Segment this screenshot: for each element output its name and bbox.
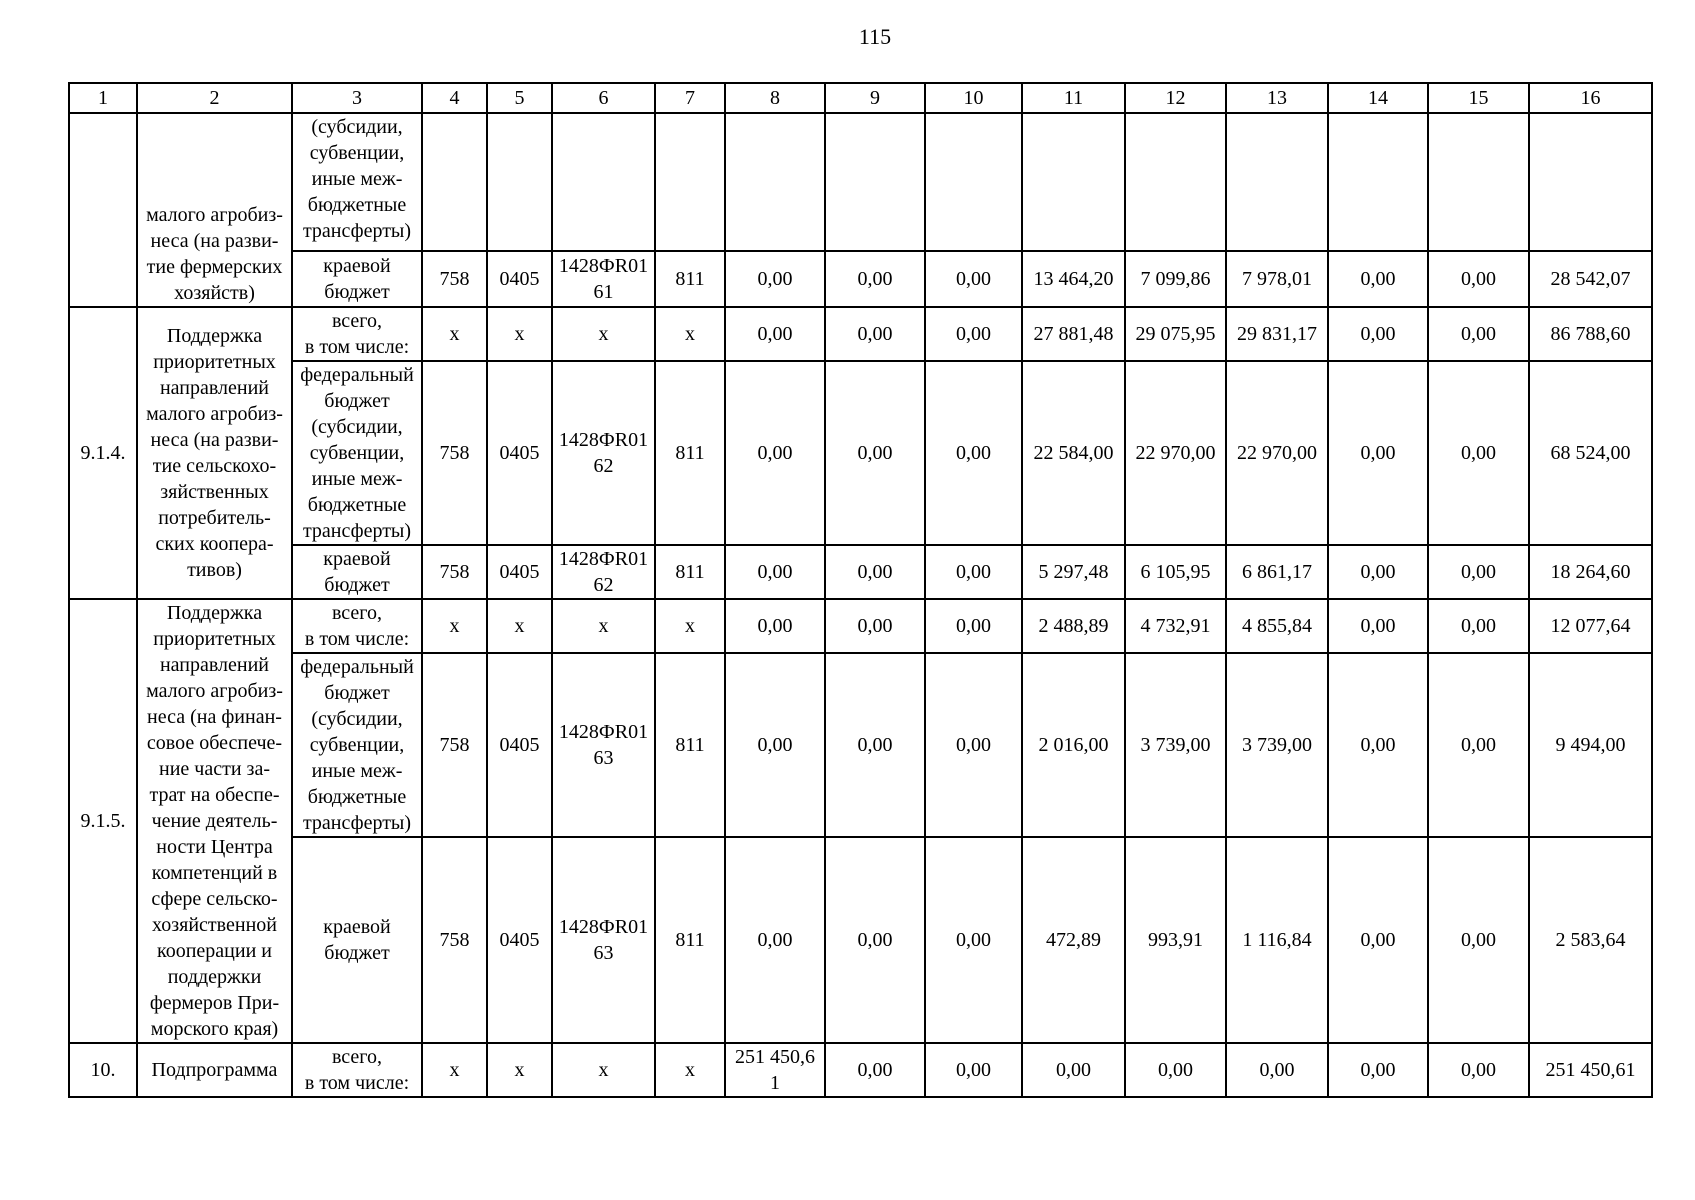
table-cell: 12 077,64: [1529, 599, 1652, 653]
column-header: 1: [69, 83, 137, 113]
column-header: 9: [825, 83, 925, 113]
page-number: 115: [858, 24, 892, 49]
table-cell: [655, 113, 725, 251]
table-cell: 811: [655, 653, 725, 837]
table-cell: 472,89: [1022, 837, 1125, 1043]
item-name-cell: Поддержка приоритетных направлений малого агробиз- неса (на разви- тие сельскохо- зяйственных потребитель- ских коопера- тивов): [137, 307, 292, 599]
table-cell: 0,00: [1328, 251, 1428, 307]
table-cell: 6 861,17: [1226, 545, 1328, 599]
table-cell: 0,00: [825, 251, 925, 307]
table-cell: [487, 113, 552, 251]
item-name-cell: малого агробиз- неса (на разви- тие фермерских хозяйств): [137, 113, 292, 307]
funding-source-cell: всего, в том числе:: [292, 599, 422, 653]
table-cell: 0,00: [1428, 307, 1529, 361]
table-cell: 1428ФR01 63: [552, 837, 655, 1043]
table-cell: 1428ФR01 63: [552, 653, 655, 837]
table-cell: 0,00: [1428, 251, 1529, 307]
table-cell: 0,00: [925, 307, 1022, 361]
table-cell: 0,00: [725, 251, 825, 307]
table-cell: 0,00: [1328, 599, 1428, 653]
table-cell: 6 105,95: [1125, 545, 1226, 599]
table-cell: 0,00: [825, 837, 925, 1043]
table-cell: 2 488,89: [1022, 599, 1125, 653]
table-cell: 2 583,64: [1529, 837, 1652, 1043]
item-number-cell: [69, 113, 137, 307]
table-cell: [1328, 113, 1428, 251]
table-cell: [552, 113, 655, 251]
column-header: 13: [1226, 83, 1328, 113]
table-cell: 2 016,00: [1022, 653, 1125, 837]
table-cell: 0,00: [725, 361, 825, 545]
table-cell: 0,00: [1428, 545, 1529, 599]
table-cell: 758: [422, 545, 487, 599]
table-cell: х: [487, 599, 552, 653]
table-cell: 68 524,00: [1529, 361, 1652, 545]
table-cell: 251 450,6 1: [725, 1043, 825, 1097]
table-cell: 0,00: [1328, 361, 1428, 545]
table-cell: 0,00: [725, 837, 825, 1043]
table-cell: 1428ФR01 61: [552, 251, 655, 307]
table-cell: х: [655, 599, 725, 653]
table-cell: х: [422, 599, 487, 653]
table-row: [69, 307, 1652, 361]
table-row: [69, 837, 1652, 1043]
table-row: [69, 1043, 1652, 1097]
table-cell: 0405: [487, 837, 552, 1043]
table-cell: 0,00: [925, 653, 1022, 837]
table-cell: 0,00: [925, 1043, 1022, 1097]
item-name-cell: Подпрограмма: [137, 1043, 292, 1097]
table-cell: 22 970,00: [1226, 361, 1328, 545]
table-cell: 0,00: [1328, 307, 1428, 361]
funding-source-cell: краевой бюджет: [292, 545, 422, 599]
column-header: 3: [292, 83, 422, 113]
table-cell: 0,00: [1328, 545, 1428, 599]
table-cell: 5 297,48: [1022, 545, 1125, 599]
table-cell: 29 075,95: [1125, 307, 1226, 361]
column-header: 10: [925, 83, 1022, 113]
table-cell: 28 542,07: [1529, 251, 1652, 307]
table-cell: 13 464,20: [1022, 251, 1125, 307]
table-cell: 22 970,00: [1125, 361, 1226, 545]
column-header: 15: [1428, 83, 1529, 113]
table-cell: [725, 113, 825, 251]
column-header: 12: [1125, 83, 1226, 113]
funding-source-cell: всего, в том числе:: [292, 1043, 422, 1097]
funding-source-cell: федеральный бюджет (субсидии, субвенции, иные меж- бюджетные трансферты): [292, 361, 422, 545]
table-cell: 0405: [487, 653, 552, 837]
column-header: 7: [655, 83, 725, 113]
table-cell: [925, 113, 1022, 251]
table-cell: 9 494,00: [1529, 653, 1652, 837]
table-cell: 0,00: [1022, 1043, 1125, 1097]
table-cell: 29 831,17: [1226, 307, 1328, 361]
table-cell: х: [552, 1043, 655, 1097]
table-cell: 1428ФR01 62: [552, 545, 655, 599]
table-cell: 758: [422, 837, 487, 1043]
table-row: [69, 653, 1652, 837]
item-number-cell: 10.: [69, 1043, 137, 1097]
item-name-cell: Поддержка приоритетных направлений малого агробиз- неса (на финан- совое обеспече- ние части за- трат на обеспе- чение деятель- ности Центра компетенций в сфере сельско- хозяйственной кооперации и поддержки фермеров При- морского края): [137, 599, 292, 1043]
table-cell: 0,00: [925, 837, 1022, 1043]
table-cell: [422, 113, 487, 251]
column-number-row: [69, 83, 1652, 113]
table-cell: 0,00: [925, 361, 1022, 545]
table-cell: 22 584,00: [1022, 361, 1125, 545]
table-cell: 0,00: [1328, 653, 1428, 837]
column-header: 4: [422, 83, 487, 113]
table-cell: [1125, 113, 1226, 251]
table-cell: 0,00: [725, 545, 825, 599]
table-cell: 7 978,01: [1226, 251, 1328, 307]
table-cell: 0,00: [825, 545, 925, 599]
table-cell: [1428, 113, 1529, 251]
table-cell: х: [655, 1043, 725, 1097]
funding-source-cell: краевой бюджет: [292, 251, 422, 307]
table-cell: 0,00: [1428, 653, 1529, 837]
table-cell: 0,00: [725, 653, 825, 837]
table-cell: 0,00: [925, 599, 1022, 653]
table-cell: 0405: [487, 361, 552, 545]
table-cell: 1 116,84: [1226, 837, 1328, 1043]
funding-source-cell: (субсидии, субвенции, иные меж- бюджетные трансферты): [292, 113, 422, 251]
table-cell: 4 855,84: [1226, 599, 1328, 653]
table-cell: х: [487, 307, 552, 361]
table-row: [69, 113, 1652, 251]
table-cell: 18 264,60: [1529, 545, 1652, 599]
table-cell: х: [552, 599, 655, 653]
table-cell: 811: [655, 361, 725, 545]
table-cell: [1226, 113, 1328, 251]
column-header: 2: [137, 83, 292, 113]
column-header: 16: [1529, 83, 1652, 113]
table-cell: 811: [655, 837, 725, 1043]
table-cell: 3 739,00: [1125, 653, 1226, 837]
column-header: 11: [1022, 83, 1125, 113]
table-cell: 0,00: [1428, 599, 1529, 653]
budget-table: [68, 82, 1653, 1098]
table-cell: 4 732,91: [1125, 599, 1226, 653]
table-cell: 0,00: [725, 599, 825, 653]
table-cell: 0,00: [825, 653, 925, 837]
table-cell: 27 881,48: [1022, 307, 1125, 361]
column-header: 8: [725, 83, 825, 113]
item-number-cell: 9.1.4.: [69, 307, 137, 599]
table-cell: 0,00: [1328, 1043, 1428, 1097]
table-cell: [1022, 113, 1125, 251]
table-row: [69, 361, 1652, 545]
table-cell: 251 450,61: [1529, 1043, 1652, 1097]
table-cell: 0,00: [1428, 1043, 1529, 1097]
table-cell: 1428ФR01 62: [552, 361, 655, 545]
funding-source-cell: всего, в том числе:: [292, 307, 422, 361]
table-cell: 758: [422, 361, 487, 545]
table-row: [69, 251, 1652, 307]
funding-source-cell: краевой бюджет: [292, 837, 422, 1043]
table-cell: х: [487, 1043, 552, 1097]
table-cell: 0,00: [825, 361, 925, 545]
table-cell: 3 739,00: [1226, 653, 1328, 837]
table-cell: 0,00: [725, 307, 825, 361]
table-cell: 758: [422, 251, 487, 307]
table-cell: 0,00: [1328, 837, 1428, 1043]
column-header: 14: [1328, 83, 1428, 113]
funding-source-cell: федеральный бюджет (субсидии, субвенции, иные меж- бюджетные трансферты): [292, 653, 422, 837]
table-cell: 0,00: [1428, 837, 1529, 1043]
table-cell: 0,00: [925, 251, 1022, 307]
table-cell: 993,91: [1125, 837, 1226, 1043]
column-header: 6: [552, 83, 655, 113]
column-header: 5: [487, 83, 552, 113]
table-cell: [1529, 113, 1652, 251]
table-cell: 811: [655, 545, 725, 599]
table-row: [69, 599, 1652, 653]
table-cell: х: [422, 307, 487, 361]
table-cell: 0,00: [825, 1043, 925, 1097]
table-cell: 0,00: [1125, 1043, 1226, 1097]
table-cell: 0,00: [1226, 1043, 1328, 1097]
table-cell: 758: [422, 653, 487, 837]
table-cell: 0,00: [925, 545, 1022, 599]
table-cell: 7 099,86: [1125, 251, 1226, 307]
table-cell: 0405: [487, 545, 552, 599]
table-cell: [825, 113, 925, 251]
table-row: [69, 545, 1652, 599]
table-cell: х: [552, 307, 655, 361]
item-number-cell: 9.1.5.: [69, 599, 137, 1043]
table-cell: 0,00: [1428, 361, 1529, 545]
table-cell: 811: [655, 251, 725, 307]
table-cell: х: [655, 307, 725, 361]
table-cell: 0405: [487, 251, 552, 307]
table-cell: 0,00: [825, 599, 925, 653]
table-cell: х: [422, 1043, 487, 1097]
table-cell: 0,00: [825, 307, 925, 361]
table-cell: 86 788,60: [1529, 307, 1652, 361]
